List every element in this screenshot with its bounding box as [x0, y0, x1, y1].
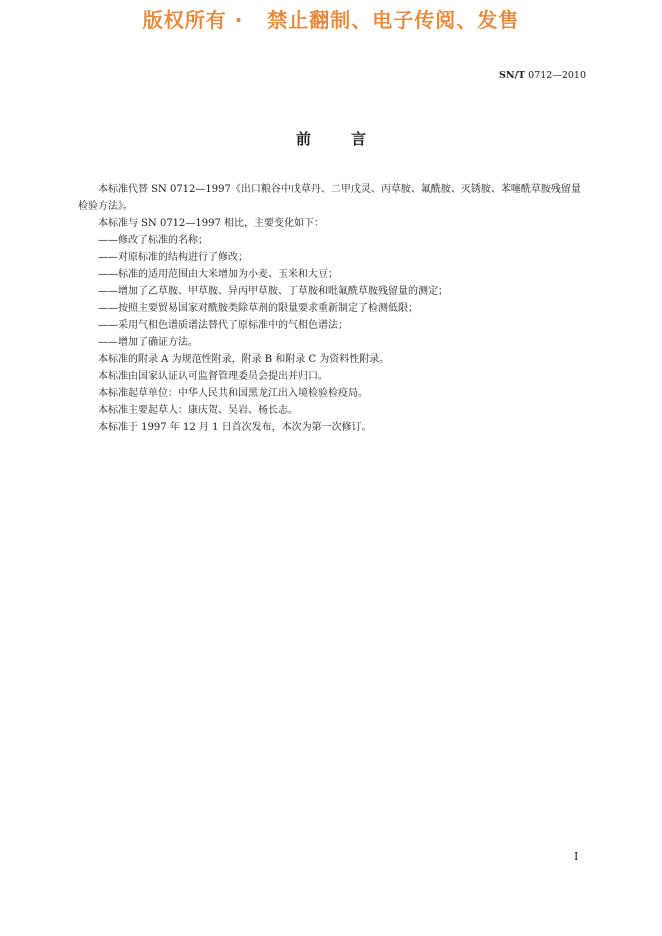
change-item: ——采用气相色谱质谱法替代了原标准中的气相色谱法； [98, 320, 348, 331]
change-item: ——增加了乙草胺、甲草胺、异丙甲草胺、丁草胺和吡氟酰草胺残留量的测定； [98, 286, 448, 297]
paragraph-history: 本标准于 1997 年 12 月 1 日首次发布，本次为第一次修订。 [98, 422, 372, 433]
change-item: ——修改了标准的名称； [98, 235, 208, 246]
paragraph-proposed-by: 本标准由国家认证认可监督管理委员会提出并归口。 [98, 371, 328, 382]
paragraph-replaces: 本标准代替 SN 0712—1997《出口粮谷中戊草丹、二甲戊灵、丙草胺、氟酰胺、灭锈胺、苯噻酰草胺残留量检验方法》。 [78, 184, 581, 212]
paragraph-drafters: 本标准主要起草人：康庆贺、吴岩、杨长志。 [98, 405, 298, 416]
foreword-body [78, 181, 590, 436]
paragraph-appendix: 本标准的附录 A 为规范性附录，附录 B 和附录 C 为资料性附录。 [98, 354, 390, 365]
page-number: I [574, 850, 579, 863]
standard-code-prefix: SN/T [499, 70, 526, 81]
paragraph-changes-intro: 本标准与 SN 0712—1997 相比，主要变化如下： [98, 218, 325, 229]
change-item: ——按照主要贸易国家对酰胺类除草剂的限量要求重新制定了检测低限； [98, 303, 418, 314]
change-item: ——标准的适用范围由大米增加为小麦、玉米和大豆； [98, 269, 338, 280]
page-title: 前言 [295, 130, 406, 148]
copyright-watermark: 版权所有 · 禁止翻制、电子传阅、发售 [142, 8, 520, 32]
paragraph-drafting-unit: 本标准起草单位：中华人民共和国黑龙江出入境检验检疫局。 [98, 388, 368, 399]
standard-code-number: 0712—2010 [525, 70, 586, 81]
change-item: ——增加了确证方法。 [98, 337, 198, 348]
change-item: ——对原标准的结构进行了修改； [98, 252, 248, 263]
standard-code [499, 70, 586, 81]
